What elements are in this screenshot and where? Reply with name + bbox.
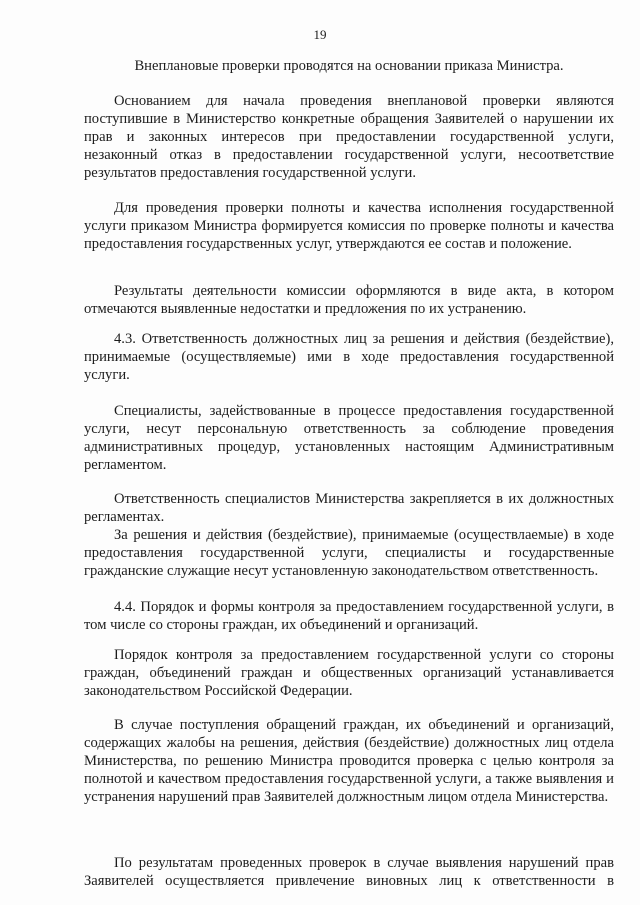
paragraph-unscheduled-inspections: Внеплановые проверки проводятся на основании приказа Министра. [134, 58, 564, 74]
paragraph-commission-results: Результаты деятельности комиссии оформляются в виде акта, в котором отмечаются выявленные недостатки и предложения по их устранению. [84, 283, 614, 317]
paragraph-commission: Для проведения проверки полноты и качества исполнения государственной услуги приказом Министра формируется комиссия по проверке полноты и качества предоставления государственных услуг, утверждаются ее состав и положение. [84, 200, 614, 252]
paragraph-specialists-responsibility: Специалисты, задействованные в процессе предоставления государственной услуги, несут персональную ответственность за соблюдение проведения административных процедур, установленных настоящим Административным регламентом. [84, 403, 614, 473]
page-number: 19 [313, 27, 327, 42]
paragraph-section-4-4: 4.4. Порядок и формы контроля за предоставлением государственной услуги, в том числе со стороны граждан, их объединений и организаций. [84, 599, 614, 633]
paragraph-inspection-results: По результатам проведенных проверок в случае выявления нарушений прав Заявителей осуществляется привлечение виновных лиц к ответственности в [84, 855, 614, 889]
paragraph-control-procedure: Порядок контроля за предоставлением государственной услуги со стороны граждан, объединений граждан и общественных организаций устанавливается законодательством Российской Федерации. [84, 647, 614, 699]
paragraph-citizen-complaints: В случае поступления обращений граждан, их объединений и организаций, содержащих жалобы на решения, действия (бездействие) должностных лиц отдела Министерства, по решению Министра проводится проверка с целью контроля за полнотой и качеством предоставления государственной услуги, а также выявления и устранения нарушений прав Заявителей должностным лицом отдела Министерства. [84, 717, 614, 805]
paragraph-responsibility-regulations: Ответственность специалистов Министерства закрепляется в их должностных регламентах. [84, 491, 614, 525]
paragraph-section-4-3: 4.3. Ответственность должностных лиц за решения и действия (бездействие), принимаемые (осуществляемые) ими в ходе предоставления государственной услуги. [84, 331, 614, 383]
paragraph-inspection-grounds: Основанием для начала проведения внеплановой проверки являются поступившие в Министерство конкретные обращения Заявителей о нарушении их прав и законных интересов при предоставлении государственной услуги, незаконный отказ в предоставлении государственной услуги, несоответствие результатов предоставления государственной услуги. [84, 93, 614, 181]
paragraph-decisions-liability: За решения и действия (бездействие), принимаемые (осуществлаемые) в ходе предоставления государственной услуги, специалисты и государственные гражданские служащие несут установленную законодательством ответственность. [84, 527, 614, 579]
